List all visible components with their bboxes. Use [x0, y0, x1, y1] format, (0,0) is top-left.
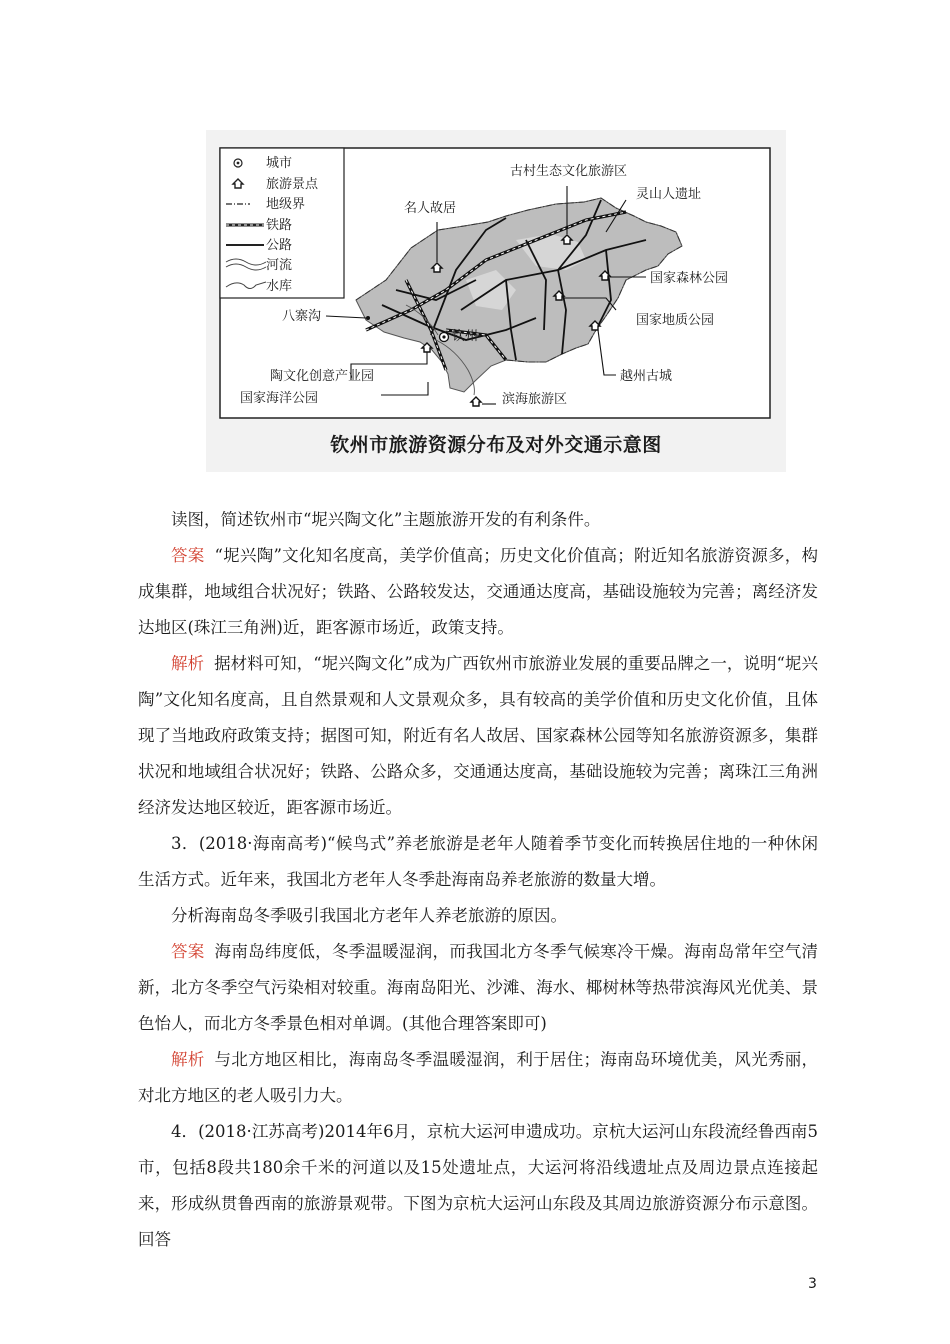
label-lingshan: 灵山人遗址	[636, 187, 702, 202]
explanation-tag: 解析	[171, 1050, 205, 1069]
map-illustration	[206, 130, 786, 472]
label-ocean-park: 国家海洋公园	[240, 391, 319, 406]
explanation-text: 与北方地区相比，海南岛冬季温暖湿润，利于居住；海南岛环境优美，风光秀丽，对北方地区的老人吸引力大。	[138, 1050, 819, 1105]
question-4: 4．(2018·江苏高考)2014年6月，京杭大运河申遗成功。京杭大运河山东段流经鲁西南5市，包括8段共180余千米的河道以及15处遗址点，大运河将沿线遗址点及周边景点连接起来，形成纵贯鲁西南的旅游景观带。下图为京杭大运河山东段及其周边旅游资源分布示意图。回答	[138, 1122, 818, 1249]
answer-block-1	[138, 538, 818, 646]
label-coastal-area: 滨海旅游区	[502, 392, 568, 407]
city-marker-qinzhou	[440, 333, 449, 342]
label-ancient-village: 古村生态文化旅游区	[510, 164, 628, 179]
answer-tag: 答案	[171, 942, 205, 961]
question-3-ask: 分析海南岛冬季吸引我国北方老年人养老旅游的原因。	[171, 906, 567, 925]
explanation-block-1	[138, 646, 818, 826]
legend-label-city: 城市	[266, 156, 293, 171]
label-bazhaigou: 八寨沟	[282, 309, 322, 324]
legend-label-river: 河流	[266, 258, 293, 273]
label-geo-park: 国家地质公园	[636, 313, 715, 328]
legend-label-scenic: 旅游景点	[266, 177, 319, 192]
map-figure	[206, 130, 786, 472]
page-number: 3	[808, 1276, 817, 1292]
label-qinzhou: 钦州	[452, 329, 479, 344]
answer-block-3	[138, 934, 818, 1042]
answer-tag: 答案	[171, 546, 205, 565]
question-3: 3．(2018·海南高考)“候鸟式”养老旅游是老年人随着季节变化而转换居住地的一种休闲生活方式。近年来，我国北方老年人冬季赴海南岛养老旅游的数量大增。	[138, 834, 818, 889]
question-intro: 读图，简述钦州市“坭兴陶文化”主题旅游开发的有利条件。	[171, 510, 601, 529]
explanation-tag: 解析	[171, 654, 205, 673]
explanation-block-3	[138, 1042, 818, 1114]
legend-label-railway: 铁路	[266, 218, 293, 233]
label-former-residence: 名人故居	[404, 201, 457, 216]
label-yuezhou: 越州古城	[620, 369, 673, 384]
answer-text: 海南岛纬度低，冬季温暖湿润，而我国北方冬季气候寒冷干燥。海南岛常年空气清新，北方冬季空气污染相对较重。海南岛阳光、沙滩、海水、椰树林等热带滨海风光优美、景色怡人，而北方冬季景色相对单调。(其他合理答案即可)	[138, 942, 819, 1033]
legend-label-highway: 公路	[266, 238, 293, 253]
label-pottery-park: 陶文化创意产业园	[270, 369, 375, 384]
bazhaigou-marker	[366, 316, 370, 320]
legend-label-reservoir: 水库	[266, 279, 293, 294]
explanation-text: 据材料可知，“坭兴陶文化”成为广西钦州市旅游业发展的重要品牌之一，说明“坭兴陶”文化知名度高，且自然景观和人文景观众多，具有较高的美学价值和历史文化价值，且体现了当地政府政策支持；据图可知，附近有名人故居、国家森林公园等知名旅游资源多，集群状况和地域组合状况好；铁路、公路众多，交通通达度高，基础设施较为完善；离珠江三角洲经济发达地区较近，距客源市场近。	[138, 654, 818, 817]
answer-text: “坭兴陶”文化知名度高，美学价值高；历史文化价值高；附近知名旅游资源多，构成集群，地域组合状况好；铁路、公路较发达，交通通达度高，基础设施较为完善；离经济发达地区(珠江三角洲)近，距客源市场近，政策支持。	[138, 546, 819, 637]
label-forest-park: 国家森林公园	[650, 271, 729, 286]
figure-caption: 钦州市旅游资源分布及对外交通示意图	[330, 434, 662, 456]
legend-label-boundary: 地级界	[266, 197, 306, 212]
